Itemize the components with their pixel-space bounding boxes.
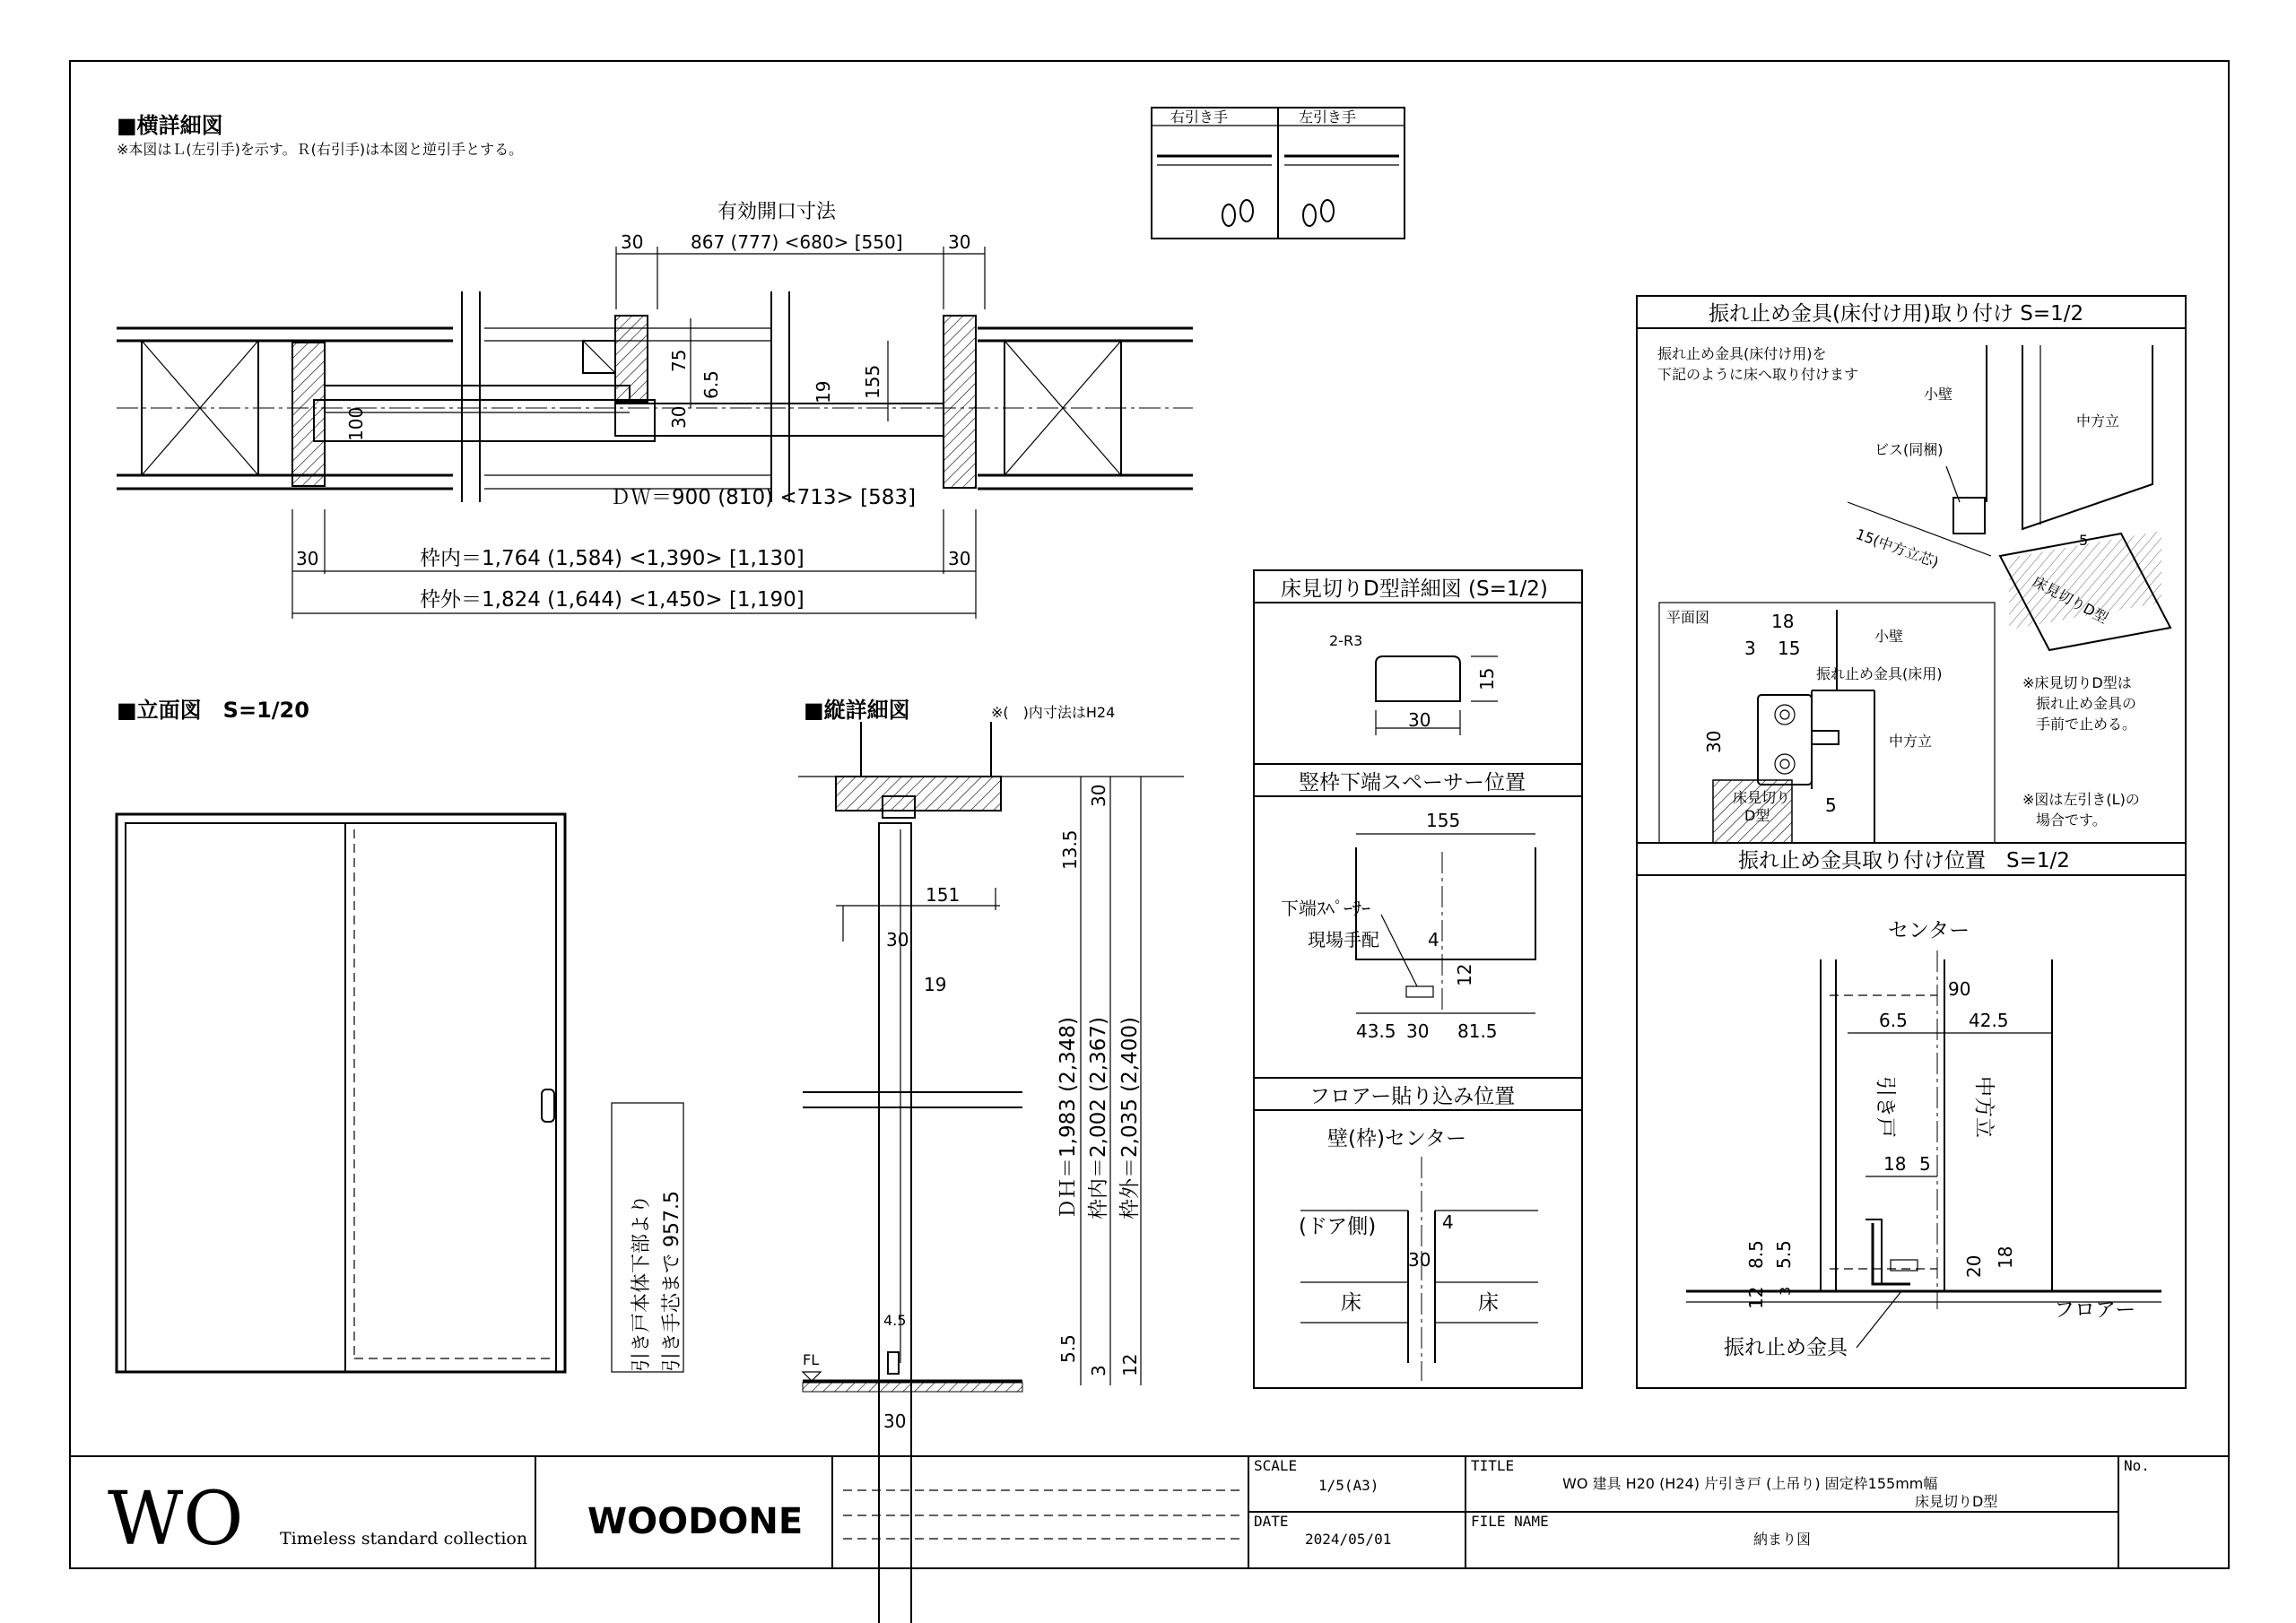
dim-30-small: 30 [668,405,690,429]
floor-left: 床 [1341,1291,1361,1315]
dim-30-bottom: 30 [883,1410,907,1432]
effective-opening-label: 有効開口寸法 [718,201,837,223]
vertical-section [798,698,1184,1623]
spacer-label-line2: 現場手配 [1308,929,1379,950]
install-small-wall: 小壁 [1924,386,1953,403]
dim-155: 155 [862,364,883,399]
dim-6-5: 6.5 [700,370,722,399]
dw-dimension: ＤＷ＝900 (810) <713> [583] [610,486,916,509]
side-30-right: 30 [948,548,971,569]
dim-top-right: 30 [948,231,971,253]
title-line1: WO 建具 H20 (H24) 片引き戸 (上吊り) 固定枠155mm幅 [1562,1475,1938,1492]
plan-dim-15: 15 [1778,638,1801,659]
elevation-title: ■立面図 S=1/20 [117,698,309,723]
dim-right-12: 12 [1119,1353,1141,1376]
position-dim-18b: 18 [1995,1245,2016,1269]
spacer-title: 竪枠下端スペーサー位置 [1299,771,1526,794]
install-note3-line1: ※図は左引き(L)の [2022,791,2140,808]
flooring-door-side: (ドア側) [1299,1215,1377,1238]
dim-top-center: 867 (777) <680> [550] [691,231,903,253]
dim-top-left: 30 [621,231,644,253]
install-center-post: 中方立 [2076,412,2120,430]
dim-100: 100 [345,406,367,441]
install-trim-label: 床見切りD型 [2030,572,2111,627]
position-dim-42-5: 42.5 [1969,1010,2009,1031]
position-dim-20: 20 [1963,1254,1985,1278]
woodone-logo: WOODONE [587,1501,804,1542]
flooring-dim-30: 30 [1408,1249,1431,1271]
stabilizer-position-title: 振れ止め金具取り付け位置 S=1/2 [1738,849,2070,872]
scale-label: SCALE [1254,1457,1298,1474]
scale-value: 1/5(A3) [1318,1477,1379,1494]
dim-30-vertical: 30 [886,929,909,950]
plan-bracket: 振れ止め金具(床用) [1816,665,1943,682]
position-floor: フロアー [2054,1298,2136,1322]
vertical-frame-outer: 枠外＝2,035 (2,400) [1118,1017,1142,1219]
vertical-section-note: ※( )内寸法はH24 [991,704,1116,721]
position-dim-18: 18 [1883,1153,1907,1175]
flooring-dim-4: 4 [1442,1211,1454,1233]
vertical-frame-inner: 枠内＝2,002 (2,367) [1087,1017,1110,1219]
floor-trim-title: 床見切りD型詳細図 (S=1/2) [1281,577,1548,601]
vertical-section-title: ■縦詳細図 [804,698,910,723]
spacer-dim-12: 12 [1454,963,1475,986]
flooring-center-label: 壁(枠)センター [1327,1127,1467,1150]
plan-section-title: ■横詳細図 [117,113,223,138]
plan-dim-30: 30 [1703,730,1725,753]
frame-outer-width: 枠外＝1,824 (1,644) <1,450> [1,190] [420,588,804,612]
plan-trim-line2: D型 [1744,807,1770,824]
file-name-label: FILE NAME [1471,1513,1549,1530]
plan-dim-3: 3 [1744,638,1756,659]
elevation-note-line1: 引き戸本体下部より [631,1193,653,1372]
dim-right-5-5: 5.5 [1057,1334,1079,1363]
install-note2-line1: ※床見切りD型は [2022,674,2132,691]
left-hand-label: 左引き手 [1299,108,1357,126]
side-30-left: 30 [296,548,319,569]
spacer-dim-4: 4 [1428,929,1439,950]
dim-right-13-5: 13.5 [1059,829,1081,870]
stabilizer-position [1637,843,2186,1359]
frame-inner-width: 枠内＝1,764 (1,584) <1,390> [1,130] [420,547,804,570]
floor-trim-height: 15 [1476,667,1498,690]
title-line2: 床見切りD型 [1915,1493,1998,1510]
floor-trim-width: 30 [1408,709,1431,731]
stabilizer-install-title: 振れ止め金具(床付け用)取り付け S=1/2 [1709,302,2084,325]
spacer-dim-155: 155 [1426,810,1461,831]
install-note2-line3: 手前で止める。 [2036,716,2137,733]
install-screw: ビス(同梱) [1874,441,1944,458]
right-hand-label: 右引き手 [1170,108,1229,126]
floor-right: 床 [1478,1291,1499,1315]
dim-19-vertical: 19 [924,974,947,995]
install-dim-15: 15(中方立芯) [1853,525,1942,571]
install-note-line2: 下記のように床へ取り付けます [1657,366,1859,383]
plan-small-wall: 小壁 [1874,628,1904,645]
number-label: No. [2124,1457,2150,1474]
title-label: TITLE [1471,1457,1515,1474]
spacer-label-line1: 下端ｽﾍﾟｰｻｰ [1281,898,1370,919]
position-dim-12: 12 [1745,1286,1767,1309]
hand-key [1152,108,1405,239]
spacer-dim-30: 30 [1406,1020,1430,1042]
install-note2-line2: 振れ止め金具の [2036,695,2137,712]
plan-post: 中方立 [1889,733,1933,750]
plan-dim-5: 5 [1825,794,1837,816]
plan-section-note: ※本図はＬ(左引手)を示す。Ｒ(右引手)は本図と逆引手とする。 [117,141,524,158]
flooring-position [1254,1078,1582,1381]
position-dim-3: 3 [1777,1286,1794,1296]
date-value: 2024/05/01 [1305,1531,1392,1548]
dim-19: 19 [813,380,834,404]
install-dim-5: 5 [2079,532,2089,549]
file-name-value: 納まり図 [1753,1531,1812,1548]
dim-151: 151 [926,884,961,906]
position-center-post: 中方立 [1972,1076,1996,1138]
spacer-dim-81-5: 81.5 [1457,1020,1498,1042]
position-bracket: 振れ止め金具 [1724,1336,1848,1359]
title-block [70,1456,2229,1568]
position-dim-6-5: 6.5 [1879,1010,1908,1031]
elevation-note-line2: 引き手芯まで 957.5 [661,1191,683,1372]
position-dim-5-5: 5.5 [1773,1240,1795,1269]
spacer-position [1254,764,1582,1042]
position-dim-5: 5 [1919,1153,1931,1175]
position-sliding-door: 引き戸 [1874,1076,1897,1138]
plan-trim-line1: 床見切り [1733,789,1791,806]
flooring-title: フロアー貼り込み位置 [1309,1085,1516,1108]
wo-brand: WO [108,1477,244,1562]
floor-trim-radius: 2-R3 [1329,632,1363,649]
position-dim-8-5: 8.5 [1745,1240,1767,1269]
install-note3-line2: 場合です。 [2036,812,2107,829]
fl-label: FL [803,1351,820,1368]
plan-inset-title: 平面図 [1666,609,1710,626]
dh-dimension: ＤＨ＝1,983 (2,348) [1057,1017,1080,1219]
elevation [117,698,683,1372]
spacer-dim-43-5: 43.5 [1356,1020,1396,1042]
plan-dim-18: 18 [1771,611,1795,632]
position-dim-90: 90 [1948,978,1971,1000]
collection-name: Timeless standard collection [280,1529,528,1549]
dim-right-30: 30 [1088,784,1109,807]
dim-75: 75 [668,349,690,372]
plan-section [117,113,1193,619]
dim-4-5: 4.5 [883,1312,907,1329]
date-label: DATE [1254,1513,1289,1530]
dim-right-3: 3 [1088,1365,1109,1376]
install-note-line1: 振れ止め金具(床付け用)を [1657,345,1827,362]
position-center-label: センター [1888,919,1970,942]
